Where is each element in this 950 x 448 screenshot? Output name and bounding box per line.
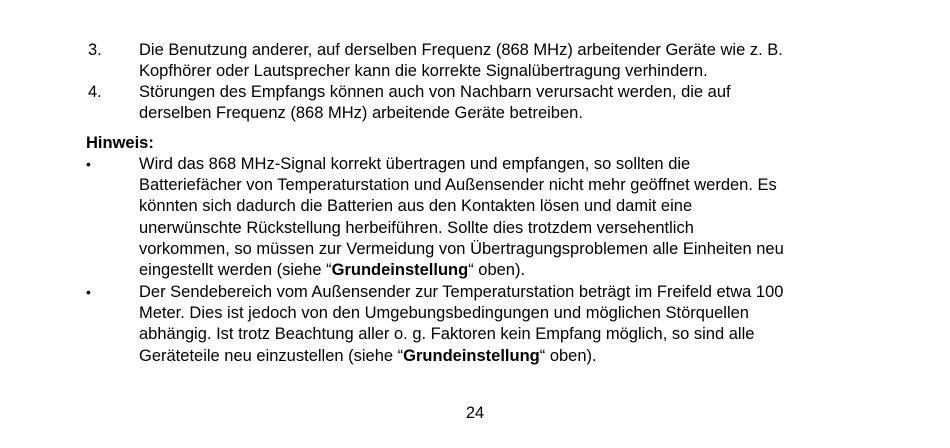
list-number: 3. <box>88 41 102 59</box>
text-line: Die Benutzung anderer, auf derselben Frequenz (868 MHz) arbeitender Geräte wie z. B. <box>139 41 783 59</box>
text-line: Meter. Dies ist jedoch von den Umgebungsbedingungen und möglichen Störquellen <box>139 304 749 323</box>
text-line: Kopfhörer oder Lautsprecher kann die korrekte Signalübertragung verhindern. <box>139 62 708 81</box>
cross-reference-bold: Grundeinstellung <box>403 346 540 365</box>
text-line <box>139 260 859 281</box>
bullet-icon: • <box>86 156 91 172</box>
text-line: vorkommen, so müssen zur Vermeidung von Übertragungsproblemen alle Einheiten neu <box>139 239 784 258</box>
list-item-text <box>139 40 859 82</box>
bullet-text <box>139 282 859 367</box>
text-line: Wird das 868 MHz-Signal korrekt übertragen und empfangen, so sollten die <box>139 155 691 173</box>
text-line <box>139 346 859 367</box>
note-heading: Hinweis: <box>86 134 154 152</box>
cross-reference-bold: Grundeinstellung <box>331 261 469 280</box>
text-line: unerwünschte Rückstellung herbeiführen. Sollte dies trotzdem versehentlich <box>139 218 694 237</box>
text-fragment: “ oben). <box>539 346 597 365</box>
text-fragment: Geräteteile neu einzustellen (siehe “ <box>139 346 404 365</box>
text-line: derselben Frequenz (868 MHz) arbeitende Geräte betreiben. <box>139 104 583 123</box>
text-line: könnten sich dadurch die Batterien aus den Kontakten lösen und damit eine <box>139 197 693 216</box>
bullet-text <box>139 154 859 281</box>
text-fragment: “ oben). <box>468 261 526 280</box>
list-number: 4. <box>88 83 102 101</box>
list-item-text <box>139 82 859 124</box>
text-fragment: eingestellt werden (siehe “ <box>139 261 332 280</box>
page-number: 24 <box>465 404 485 422</box>
bullet-icon: • <box>86 284 91 300</box>
text-line: Der Sendebereich vom Außensender zur Temperaturstation beträgt im Freifeld etwa 100 <box>139 283 784 301</box>
text-line: abhängig. Ist trotz Beachtung aller o. g. Faktoren kein Empfang möglich, so sind alle <box>139 325 755 344</box>
text-line: Störungen des Empfangs können auch von Nachbarn verursacht werden, die auf <box>139 83 731 101</box>
text-line: Batteriefächer von Temperaturstation und Außensender nicht mehr geöffnet werden. Es <box>139 176 777 195</box>
